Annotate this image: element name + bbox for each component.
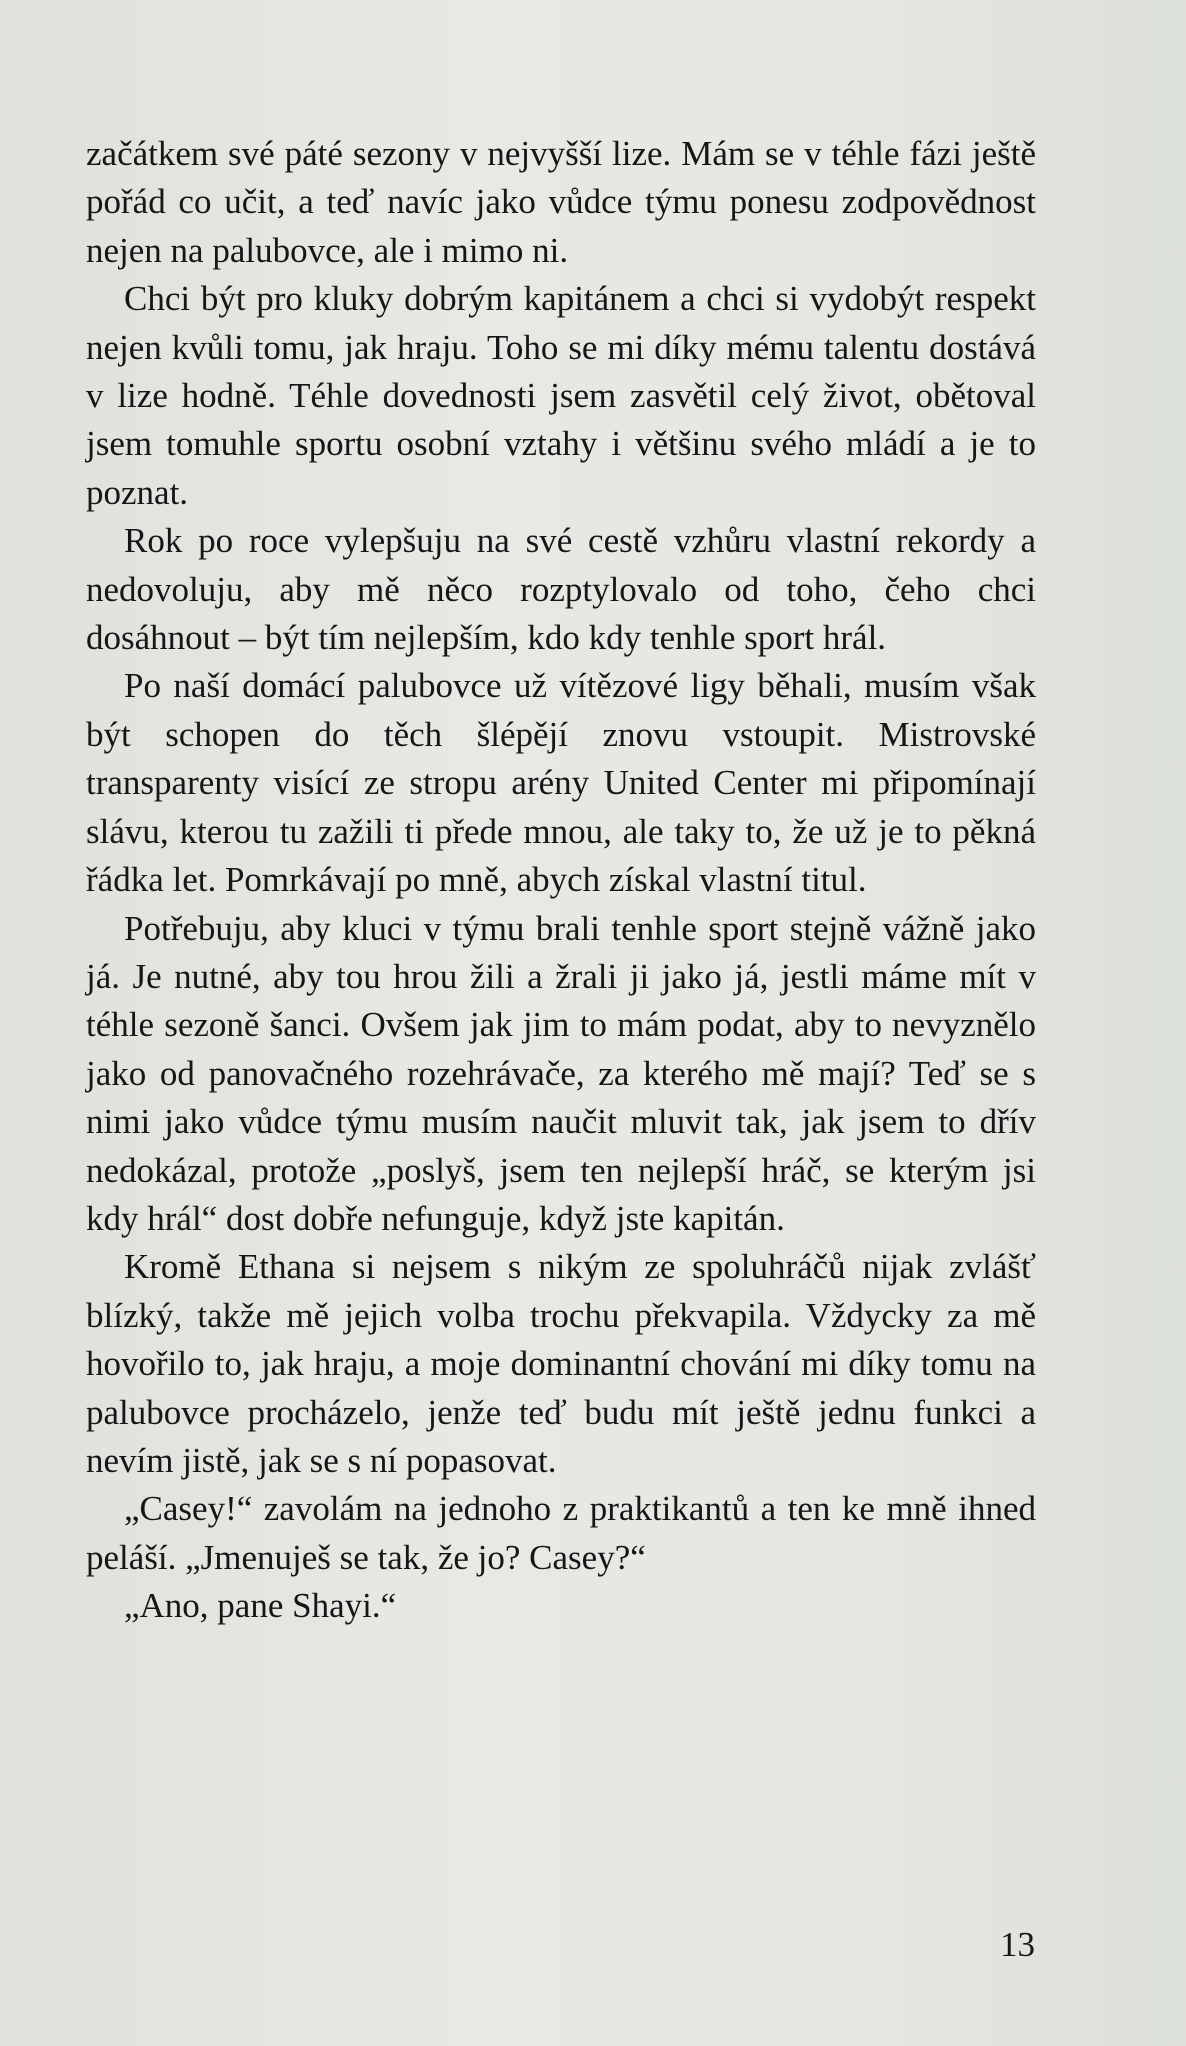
paragraph-6: Kromě Ethana si nejsem s nikým ze spoluhráčů nijak zvlášť blízký, takže mě jejich volba trochu překvapila. Vždycky za mě hovořilo to, jak hraju, a moje dominantní chování mi díky tomu na palubovce procházelo, jenže teď budu mít ještě jednu funkci a nevím jistě, jak se s ní popasovat. [86, 1247, 1036, 1480]
paragraph-1: začátkem své páté sezony v nejvyšší lize. Mám se v téhle fázi ještě pořád co učit, a teď navíc jako vůdce týmu ponesu zodpovědnost nejen na palubovce, ale i mimo ni. [86, 134, 1036, 270]
paragraph-8: „Ano, pane Shayi.“ [124, 1586, 397, 1626]
paragraph-5: Potřebuju, aby kluci v týmu brali tenhle sport stejně vážně jako já. Je nutné, aby tou hrou žili a žrali ji jako já, jestli máme mít v téhle sezoně šanci. Ovšem jak jim to mám podat, aby to nevyznělo jako od panovačného rozehrávače, za kterého mě mají? Teď se s nimi jako vůdce týmu musím naučit mluvit tak, jak jsem to dřív nedokázal, protože „poslyš, jsem ten nejlepší hráč, se kterým jsi kdy hrál“ dost dobře nefunguje, když jste kapitán. [86, 908, 1036, 1238]
paragraph-3: Rok po roce vylepšuju na své cestě vzhůru vlastní rekordy a nedovoluju, aby mě něco rozptylovalo od toho, čeho chci dosáhnout – být tím nejlepším, kdo kdy tenhle sport hrál. [86, 521, 1036, 658]
paragraph-7: „Casey!“ zavolám na jednoho z praktikantů a ten ke mně ihned peláší. „Jmenuješ se tak, že jo? Casey?“ [86, 1489, 1036, 1577]
body-text [86, 130, 1036, 1631]
page-number: 13 [1000, 1925, 1035, 1964]
paragraph-2: Chci být pro kluky dobrým kapitánem a chci si vydobýt respekt nejen kvůli tomu, jak hraju. Toho se mi díky mému talentu dostává v lize hodně. Téhle dovednosti jsem zasvětil celý život, obětoval jsem tomuhle sportu osobní vztahy i většinu svého mládí a je to poznat. [86, 279, 1036, 512]
paragraph-4: Po naší domácí palubovce už vítězové ligy běhali, musím však být schopen do těch šlépějí znovu vstoupit. Mistrovské transparenty visící ze stropu arény United Center mi připomínají slávu, kterou tu zažili ti přede mnou, ale taky to, že už je to pěkná řádka let. Pomrkávají po mně, abych získal vlastní titul. [86, 666, 1036, 900]
